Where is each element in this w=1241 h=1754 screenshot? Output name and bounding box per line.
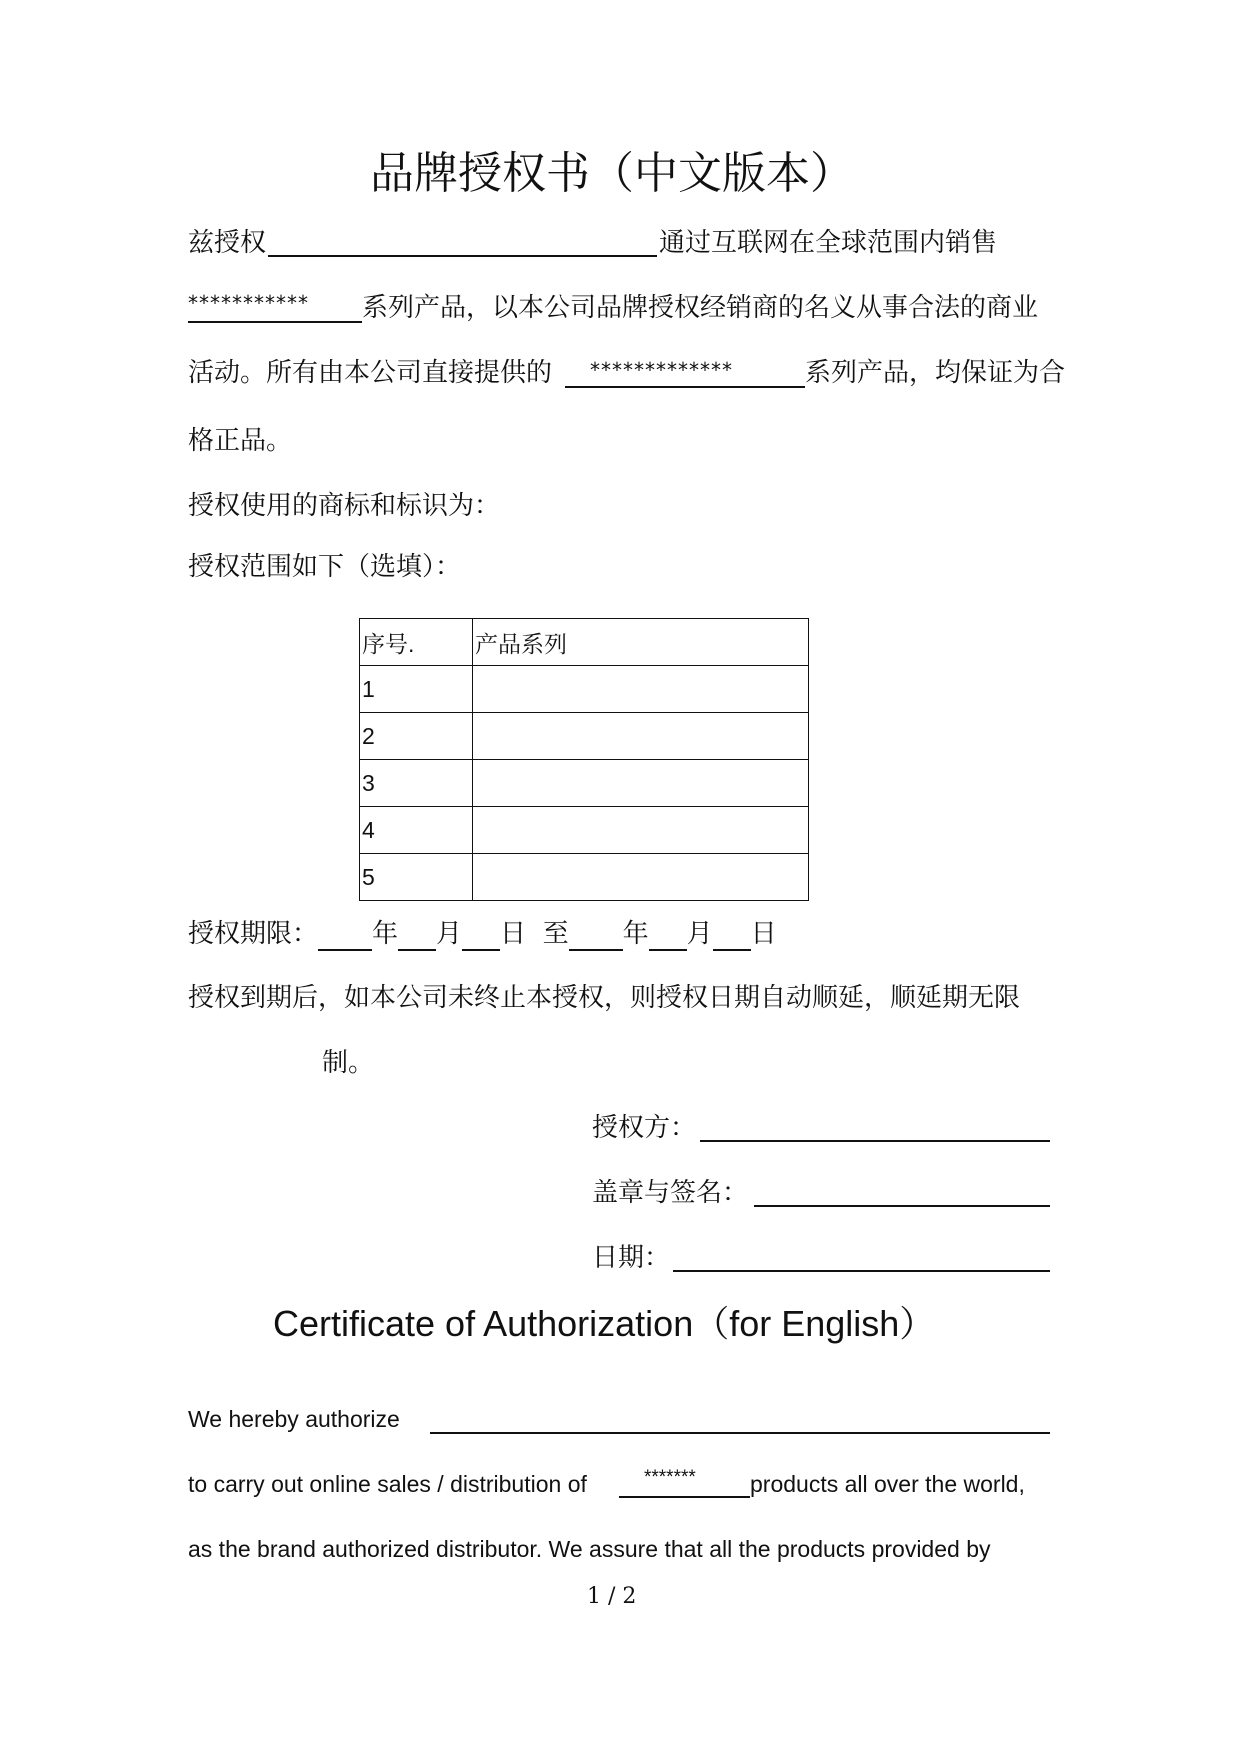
start-day-unit: 日: [500, 919, 527, 949]
authorizer-field[interactable]: [700, 1140, 1050, 1142]
date-label: 日期：: [592, 1243, 671, 1273]
row-index: 4: [360, 807, 473, 854]
en-line2-prefix: to carry out online sales / distribution of: [188, 1471, 587, 1497]
start-day-field[interactable]: [462, 919, 500, 951]
series-cell[interactable]: [473, 713, 809, 760]
end-year-unit: 年: [622, 919, 649, 949]
page-title-en: Certificate of Authorization（for English）: [273, 1303, 936, 1344]
period-label: 授权期限：: [188, 919, 319, 949]
grant-line3-prefix: 活动。所有由本公司直接提供的: [188, 358, 553, 388]
start-month-field[interactable]: [398, 919, 436, 951]
scope-table: [359, 618, 809, 901]
period-to: 至: [542, 919, 569, 949]
masked-series-2: *************: [590, 358, 733, 382]
page-title-cn: 品牌授权书（中文版本）: [370, 148, 854, 199]
renewal-line-2: 制。: [322, 1048, 375, 1078]
table-row: [360, 807, 809, 854]
end-day-field[interactable]: [713, 919, 751, 951]
seal-signature-label: 盖章与签名：: [592, 1178, 749, 1208]
table-row: [360, 666, 809, 713]
scope-label: 授权范围如下（选填）：: [188, 552, 462, 582]
start-year-field[interactable]: [318, 919, 372, 951]
grant-line3-suffix: 系列产品，均保证为合: [805, 358, 1066, 388]
end-month-unit: 月: [686, 919, 713, 949]
grant-line2: 系列产品，以本公司品牌授权经销商的名义从事合法的商业: [362, 293, 1039, 323]
start-year-unit: 年: [372, 919, 399, 949]
series-cell[interactable]: [473, 807, 809, 854]
en-masked-series: *******: [644, 1467, 696, 1488]
header-series: 产品系列: [473, 619, 809, 666]
row-index: 5: [360, 854, 473, 901]
series-cell[interactable]: [473, 666, 809, 713]
grant-line4: 格正品。: [188, 426, 293, 456]
page-number: 1 / 2: [587, 1584, 637, 1609]
start-month-unit: 月: [436, 919, 463, 949]
table-header-row: [360, 619, 809, 666]
series-underline-1: [188, 321, 362, 323]
masked-series-1: ***********: [188, 291, 309, 315]
end-year-field[interactable]: [569, 919, 623, 951]
series-cell[interactable]: [473, 854, 809, 901]
table-row: [360, 854, 809, 901]
en-line1-prefix: We hereby authorize: [188, 1406, 400, 1432]
authorizer-label: 授权方：: [592, 1113, 697, 1143]
date-field[interactable]: [673, 1270, 1050, 1272]
period-line: [188, 917, 777, 951]
seal-signature-field[interactable]: [754, 1205, 1050, 1207]
row-index: 2: [360, 713, 473, 760]
licensee-name-field[interactable]: [268, 255, 657, 257]
renewal-line-1: 授权到期后，如本公司未终止本授权，则授权日期自动顺延，顺延期无限: [188, 983, 1021, 1013]
table-row: [360, 760, 809, 807]
row-index: 3: [360, 760, 473, 807]
table-row: [360, 713, 809, 760]
grant-prefix: 兹授权: [188, 228, 267, 258]
series-cell[interactable]: [473, 760, 809, 807]
end-month-field[interactable]: [649, 919, 687, 951]
trademark-label: 授权使用的商标和标识为：: [188, 491, 501, 521]
grant-suffix: 通过互联网在全球范围内销售: [659, 228, 998, 258]
en-licensee-field[interactable]: [430, 1432, 1050, 1434]
series-underline-2: [565, 386, 805, 388]
row-index: 1: [360, 666, 473, 713]
en-line3: as the brand authorized distributor. We assure that all the products provided by: [188, 1536, 991, 1562]
header-index: 序号.: [360, 619, 473, 666]
en-series-underline: [619, 1496, 750, 1498]
end-day-unit: 日: [750, 919, 777, 949]
en-line2-suffix: products all over the world,: [750, 1471, 1025, 1497]
